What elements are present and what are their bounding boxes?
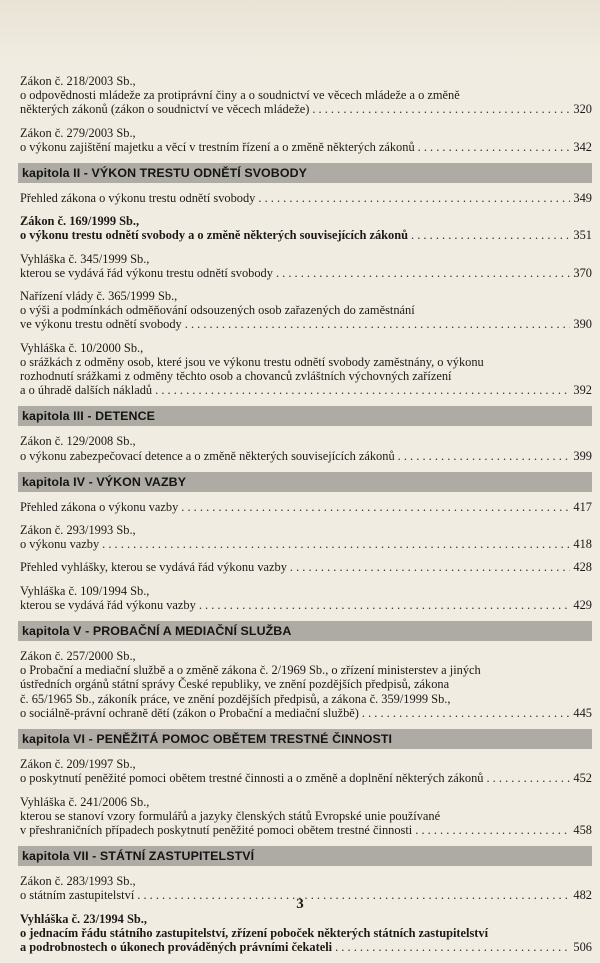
toc-entry-line: Zákon č. 169/1999 Sb., [20,214,140,229]
chapter-heading: kapitola VI - PENĚŽITÁ POMOC OBĚTEM TRESTNÉ ČINNOSTI [18,729,592,749]
toc-entry [18,289,592,332]
toc-entry-line: Vyhláška č. 345/1999 Sb., [20,251,150,266]
toc-entry-text: v přeshraničních případech poskytnutí peněžité pomoci obětem trestné činnosti [20,822,413,837]
toc-entry-text: o výkonu trestu odnětí svobody a o změně některých souvisejících zákonů [20,228,409,243]
page-top-shadow [0,0,600,62]
toc-entry-line: Zákon č. 129/2008 Sb., [20,434,136,449]
toc-entry-line: Zákon č. 293/1993 Sb., [20,523,136,538]
toc-entry-last-line [20,449,592,463]
toc-entry-last-line [20,500,592,514]
dot-leader [290,560,571,574]
toc-entry-text: Přehled vyhlášky, kterou se vydává řád výkonu vazby [20,560,287,575]
toc-entry [18,434,592,462]
toc-page-number: 452 [573,771,592,786]
chapter-heading: kapitola III - DETENCE [18,406,592,426]
toc-entry-line: Zákon č. 209/1997 Sb., [20,757,136,772]
toc-entry-last-line [20,560,592,574]
toc-entry-line: Zákon č. 283/1993 Sb., [20,874,136,889]
toc-entry-text: některých zákonů (zákon o soudnictví ve věcech mládeže) [20,102,310,117]
toc-entry [18,74,592,117]
toc-entry [18,214,592,242]
dot-leader [185,317,571,331]
toc-entry-text: o výkonu zabezpečovací detence a o změně některých souvisejících zákonů [20,448,395,463]
toc-entry-text: o výkonu vazby [20,537,100,552]
toc-entry [18,912,592,955]
toc-page-number: 417 [573,499,592,514]
toc-entry-line: rozhodnutí srážkami z odměny těchto osob a chovanců zvláštních výchovných zařízení [20,369,452,384]
toc-entry-last-line [20,140,592,154]
toc-entry-text: o státním zastupitelství [20,888,135,903]
toc-page-number: 429 [573,597,592,612]
toc-entry-text: Přehled zákona o výkonu vazby [20,499,179,514]
toc-entry-line: o odpovědnosti mládeže za protiprávní činy a o soudnictví ve věcech mládeže a o změně [20,88,460,103]
toc-entry-line: Nařízení vlády č. 365/1999 Sb., [20,289,178,304]
toc-page-number: 320 [573,102,592,117]
chapter-heading: kapitola IV - VÝKON VAZBY [18,472,592,492]
toc-entry-text: ve výkonu trestu odnětí svobody [20,317,182,332]
dot-leader [362,706,571,720]
dot-leader [411,228,570,242]
toc-page-number: 392 [573,383,592,398]
toc-entry [18,649,592,720]
toc-page-number: 458 [573,822,592,837]
toc-entry-line: o Probační a mediační službě a o změně zákona č. 2/1969 Sb., o zřízení ministerstev a jiných [20,663,481,678]
toc-entry-line: Vyhláška č. 109/1994 Sb., [20,583,150,598]
toc-page-number: 370 [573,265,592,280]
toc-entry-line: ústředních orgánů státní správy České republiky, ve znění pozdějších předpisů, zákona [20,677,450,692]
toc-entry [18,191,592,205]
dot-leader [312,102,570,116]
toc-entry [18,584,592,612]
toc-entry-line: o srážkách z odměny osob, které jsou ve výkonu trestu odnětí svobody zaměstnány, o výkonu [20,354,484,369]
toc-entry-last-line [20,537,592,551]
toc-entry-line: Vyhláška č. 10/2000 Sb., [20,340,144,355]
dot-leader [418,140,571,154]
toc-entry-last-line [20,317,592,331]
page-number: 3 [296,896,304,912]
toc-page-number: 390 [573,317,592,332]
toc-entry-line: o jednacím řádu státního zastupitelství, zřízení poboček některých státních zastupitelství [20,925,489,940]
toc-entry-last-line [20,383,592,397]
toc-entry-line: č. 65/1965 Sb., zákoník práce, ve znění pozdějších předpisů, a zákona č. 359/1999 Sb., [20,691,451,706]
chapter-heading: kapitola II - VÝKON TRESTU ODNĚTÍ SVOBODY [18,163,592,183]
toc-entry-text: kterou se vydává řád výkonu vazby [20,597,196,612]
dot-leader [181,500,570,514]
dot-leader [199,598,571,612]
toc-entry-text: Přehled zákona o výkonu trestu odnětí svobody [20,191,256,206]
toc-entry [18,126,592,154]
toc-entry-line: Zákon č. 257/2000 Sb., [20,649,136,664]
dot-leader [335,940,570,954]
dot-leader [155,383,570,397]
toc-page-number: 428 [573,560,592,575]
toc-entry [18,500,592,514]
toc-entry-line: Zákon č. 279/2003 Sb., [20,125,136,140]
toc-page-number: 342 [573,139,592,154]
toc-entry [18,795,592,838]
dot-leader [486,771,570,785]
toc-entry [18,757,592,785]
toc-entry-last-line [20,191,592,205]
toc-page-number: 506 [573,939,592,954]
toc-page-number: 349 [573,191,592,206]
toc-entry-line: Zákon č. 218/2003 Sb., [20,74,136,88]
toc-entry-line: kterou se stanoví vzory formulářů a jazyky členských států Evropské unie používané [20,808,441,823]
toc-page-number: 399 [573,448,592,463]
toc-page-number: 351 [573,228,592,243]
dot-leader [102,537,570,551]
toc-entry-line: o výši a podmínkách odměňování odsouzených osob zařazených do zaměstnání [20,303,415,318]
toc-entry [18,523,592,551]
toc-page-number: 445 [573,705,592,720]
toc-entry-line: Vyhláška č. 241/2006 Sb., [20,794,150,809]
toc-entry-last-line [20,940,592,954]
toc-entry-line: Vyhláška č. 23/1994 Sb., [20,911,147,926]
toc-entry-text: o sociálně-právní ochraně dětí (zákon o Probační a mediační službě) [20,705,359,720]
toc-entry-last-line [20,771,592,785]
chapter-heading: kapitola V - PROBAČNÍ A MEDIAČNÍ SLUŽBA [18,621,592,641]
toc-entry-text: kterou se vydává řád výkonu trestu odnětí svobody [20,265,273,280]
toc-page-number: 482 [573,888,592,903]
dot-leader [258,191,570,205]
toc-entry-last-line [20,823,592,837]
toc-entry [18,341,592,398]
toc-entry-text: o výkonu zajištění majetku a věcí v trestním řízení a o změně některých zákonů [20,139,415,154]
toc-entry-text: o poskytnutí peněžité pomoci obětem trestné činnosti a o změně a doplnění některých zákonů [20,771,484,786]
toc-page-number: 418 [573,537,592,552]
table-of-contents [18,74,592,963]
toc-entry-text: a podrobnostech o úkonech prováděných právními čekateli [20,939,333,954]
toc-entry-last-line [20,706,592,720]
toc-entry-last-line [20,102,592,116]
dot-leader [276,266,570,280]
dot-leader [398,449,571,463]
chapter-heading: kapitola VII - STÁTNÍ ZASTUPITELSTVÍ [18,846,592,866]
toc-entry-last-line [20,598,592,612]
toc-entry-last-line [20,228,592,242]
toc-entry-last-line [20,266,592,280]
toc-entry-text: a o úhradě dalších nákladů [20,383,153,398]
dot-leader [415,823,570,837]
toc-entry [18,560,592,574]
toc-entry [18,252,592,280]
